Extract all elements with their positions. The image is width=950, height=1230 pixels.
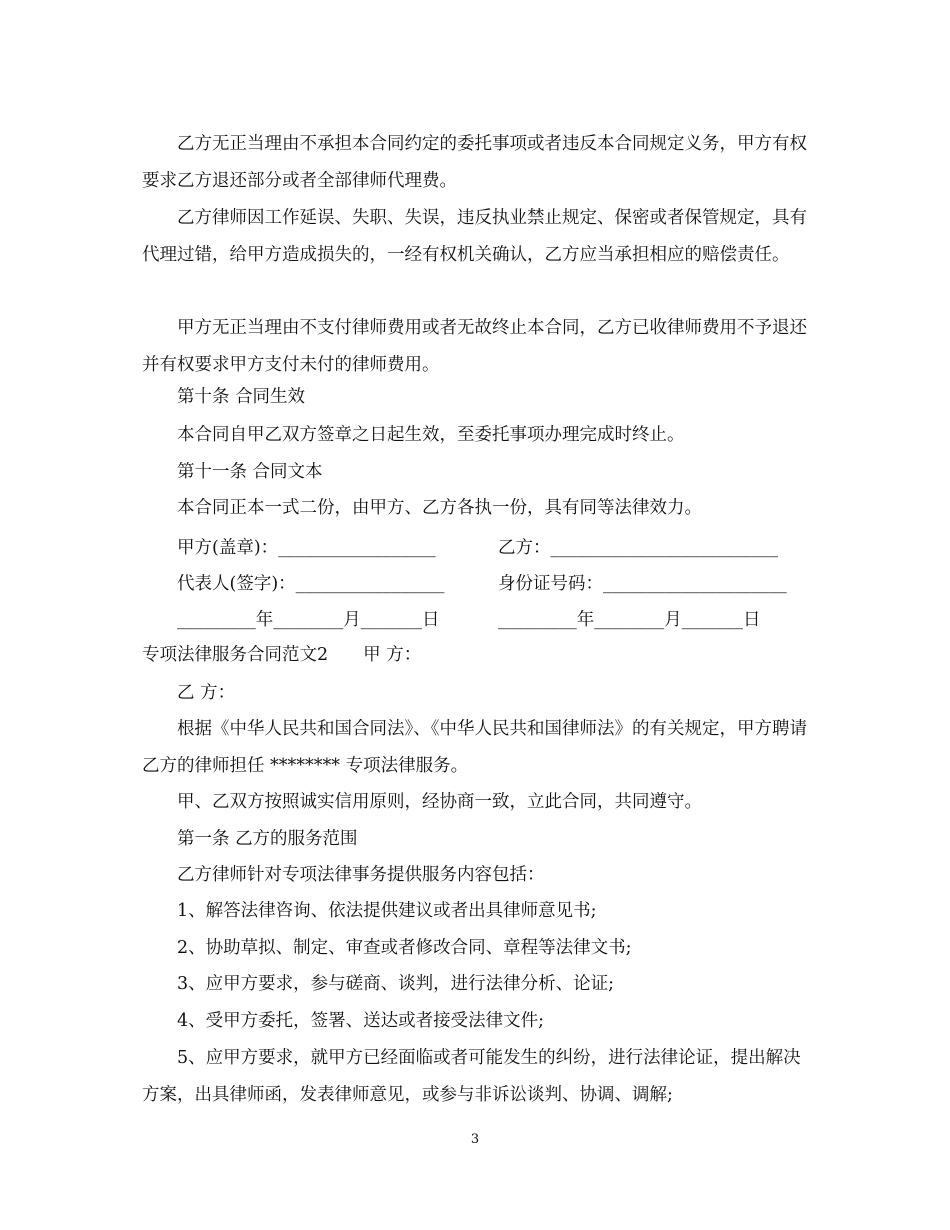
article-heading: 第一条 乙方的服务范围 [177,829,358,849]
paragraph: 本合同自甲乙双方签章之日起生效，至委托事项办理完成时终止。 [177,425,685,445]
paragraph: 乙方律师因工作延误、失职、失误，违反执业禁止规定、保密或者保管规定，具有代理过错，给甲方造成损失的，一经有权机关确认，乙方应当承担相应的赔偿责任。 [142,208,807,265]
date-line-left: _________年________月_______日 [177,610,440,630]
section-title: 专项法律服务合同范文2 甲 方： [142,645,422,665]
list-item: 2、协助草拟、制定、审查或者修改合同、章程等法律文书; [177,938,632,958]
paragraph: 乙方无正当理由不承担本合同约定的委托事项或者违反本合同规定义务，甲方有权要求乙方退还部分或者全部律师代理费。 [142,134,807,191]
list-item: 1、解答法律咨询、依法提供建议或者出具律师意见书; [177,901,597,921]
party-b-label: 乙 方： [177,683,236,703]
list-item: 3、应甲方要求，参与磋商、谈判，进行法律分析、论证; [177,974,615,994]
paragraph: 甲、乙双方按照诚实信用原则，经协商一致，立此合同，共同遵守。 [177,792,702,812]
party-b-line: 乙方：__________________________ [498,538,778,558]
id-number-line: 身份证号码：_____________________ [498,574,787,594]
paragraph: 甲方无正当理由不支付律师费用或者无故终止本合同，乙方已收律师费用不予退还并有权要求甲方支付未付的律师费用。 [142,318,807,375]
paragraph: 本合同正本一式二份，由甲方、乙方各执一份，具有同等法律效力。 [177,498,702,518]
page-number: 3 [470,1132,480,1147]
article-heading: 第十一条 合同文本 [177,462,323,482]
date-line-right: _________年________月_______日 [498,610,761,630]
paragraph: 乙方律师针对专项法律事务提供服务内容包括： [177,865,545,885]
party-a-seal-line: 甲方(盖章)：__________________ [177,538,436,558]
paragraph: 根据《中华人民共和国合同法》、《中华人民共和国律师法》的有关规定，甲方聘请乙方的律师担任 ******** 专项法律服务。 [142,719,807,776]
representative-sign-line: 代表人(签字)：_________________ [177,574,445,594]
list-item: 5、应甲方要求，就甲方已经面临或者可能发生的纠纷，进行法律论证，提出解决方案，出具律师函，发表律师意见，或参与非诉讼谈判、协调、调解; [142,1048,801,1105]
article-heading: 第十条 合同生效 [177,387,306,407]
list-item: 4、受甲方委托，签署、送达或者接受法律文件; [177,1011,545,1031]
